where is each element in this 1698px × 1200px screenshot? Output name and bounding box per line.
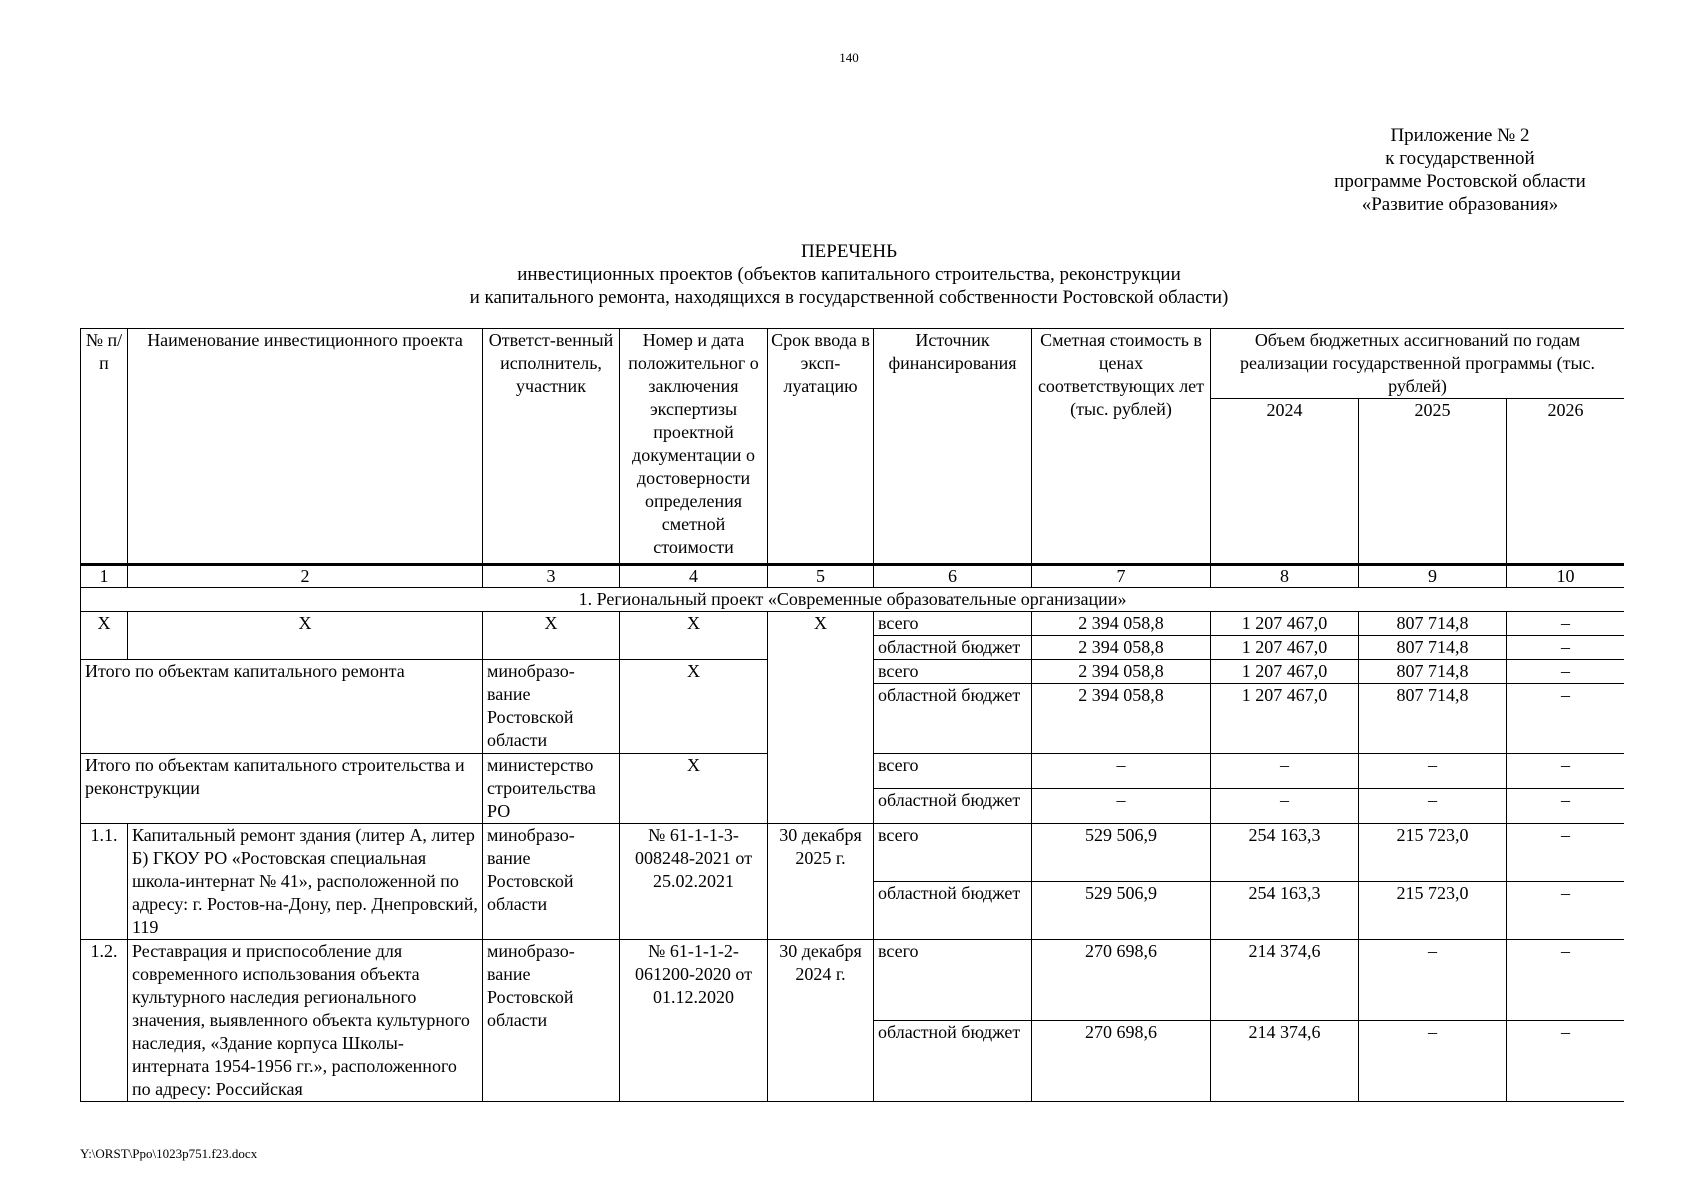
estimated-cost: 529 506,9 [1032, 882, 1211, 940]
budget-2026: – [1507, 660, 1625, 684]
budget-2025: 215 723,0 [1359, 824, 1507, 882]
funding-source: областной бюджет [874, 1021, 1032, 1102]
expertise: № 61-1-1-3-008248-2021 от 25.02.2021 [620, 824, 768, 940]
budget-2025: 807 714,8 [1359, 612, 1507, 636]
funding-source: всего [874, 824, 1032, 882]
funding-source: всего [874, 612, 1032, 636]
estimated-cost: 2 394 058,8 [1032, 684, 1211, 754]
executor: минобразо-вание Ростовской области [483, 660, 620, 754]
column-number: 6 [874, 565, 1032, 588]
budget-2025: 807 714,8 [1359, 684, 1507, 754]
table-row [81, 824, 1625, 882]
budget-2026: – [1507, 636, 1625, 660]
budget-2024: 214 374,6 [1211, 1021, 1359, 1102]
header-col-source: Источник финансирования [874, 329, 1032, 565]
column-number: 7 [1032, 565, 1211, 588]
header-year-2025: 2025 [1359, 399, 1507, 565]
header-col-deadline: Срок ввода в эксп-луатацию [768, 329, 874, 565]
commissioning-deadline: 30 декабря 2025 г. [768, 824, 874, 940]
budget-2025: 807 714,8 [1359, 660, 1507, 684]
funding-source: всего [874, 660, 1032, 684]
project-name: Х [128, 612, 483, 660]
appendix-header [1300, 124, 1620, 216]
header-row-1 [81, 329, 1625, 399]
header-budget-group: Объем бюджетных ассигнований по годам реализации государственной программы (тыс. рублей) [1211, 329, 1625, 399]
budget-2024: 1 207 467,0 [1211, 636, 1359, 660]
estimated-cost: 529 506,9 [1032, 824, 1211, 882]
expertise: № 61-1-1-2-061200-2020 от 01.12.2020 [620, 940, 768, 1102]
section-row [81, 588, 1625, 612]
file-path-footer: Y:\ORST\Ppo\1023p751.f23.docx [80, 1146, 258, 1161]
executor: Х [483, 612, 620, 660]
title-line-3: и капитального ремонта, находящихся в государственной собственности Ростовской области) [469, 287, 1229, 308]
project-name: Реставрация и приспособление для современного использования объекта культурного наследия регионального значения, выявленного объекта культурного наследия, «Здание корпуса Школы-интерната 1954-1956 гг.», расположенного по адресу: Российская [128, 940, 483, 1102]
funding-source: всего [874, 940, 1032, 1021]
budget-2024: – [1211, 754, 1359, 789]
budget-2025: – [1359, 940, 1507, 1021]
budget-2024: 254 163,3 [1211, 824, 1359, 882]
appendix-line-1: Приложение № 2 [1390, 125, 1530, 146]
estimated-cost: – [1032, 754, 1211, 789]
executor: минобразо-вание Ростовской области [483, 824, 620, 940]
funding-source: областной бюджет [874, 684, 1032, 754]
expertise: Х [620, 612, 768, 660]
budget-2025: – [1359, 754, 1507, 789]
executor: минобразо-вание Ростовской области [483, 940, 620, 1102]
budget-2024: 214 374,6 [1211, 940, 1359, 1021]
header-col-executor: Ответст-венный исполнитель, участник [483, 329, 620, 565]
budget-2024: 254 163,3 [1211, 882, 1359, 940]
header-col-num: № п/п [81, 329, 128, 565]
investment-projects-table-wrap [80, 328, 1624, 1135]
budget-2025: – [1359, 789, 1507, 824]
estimated-cost: 270 698,6 [1032, 940, 1211, 1021]
funding-source: всего [874, 754, 1032, 789]
appendix-line-3: программе Ростовской области [1334, 171, 1586, 192]
project-name: Итого по объектам капитального ремонта [81, 660, 483, 754]
column-number: 9 [1359, 565, 1507, 588]
row-number: 1.2. [81, 940, 128, 1102]
budget-2025: 807 714,8 [1359, 636, 1507, 660]
budget-2024: – [1211, 789, 1359, 824]
budget-2026: – [1507, 754, 1625, 789]
appendix-line-4: «Развитие образования» [1361, 194, 1559, 215]
column-number: 3 [483, 565, 620, 588]
title-line-1: ПЕРЕЧЕНЬ [800, 241, 898, 262]
column-number: 4 [620, 565, 768, 588]
expertise: Х [620, 754, 768, 824]
estimated-cost: 270 698,6 [1032, 1021, 1211, 1102]
commissioning-deadline: 30 декабря 2024 г. [768, 940, 874, 1102]
column-number: 10 [1507, 565, 1625, 588]
column-number: 5 [768, 565, 874, 588]
header-year-2024: 2024 [1211, 399, 1359, 565]
appendix-line-2: к государственной [1385, 148, 1535, 169]
column-number-row [81, 565, 1625, 588]
section-title: 1. Региональный проект «Современные образовательные организации» [81, 588, 1625, 612]
budget-2026: – [1507, 824, 1625, 882]
funding-source: областной бюджет [874, 882, 1032, 940]
header-year-2026: 2026 [1507, 399, 1625, 565]
budget-2024: 1 207 467,0 [1211, 612, 1359, 636]
budget-2026: – [1507, 789, 1625, 824]
project-name: Итого по объектам капитального строительства и реконструкции [81, 754, 483, 824]
header-col-name: Наименование инвестиционного проекта [128, 329, 483, 565]
row-number: Х [81, 612, 128, 660]
estimated-cost: – [1032, 789, 1211, 824]
row-number: 1.1. [81, 824, 128, 940]
estimated-cost: 2 394 058,8 [1032, 612, 1211, 636]
budget-2026: – [1507, 1021, 1625, 1102]
column-number: 1 [81, 565, 128, 588]
project-name: Капитальный ремонт здания (литер А, литер Б) ГКОУ РО «Ростовская специальная школа-интернат № 41», расположенной по адресу: г. Ростов-на-Дону, пер. Днепровский, 119 [128, 824, 483, 940]
column-number: 8 [1211, 565, 1359, 588]
document-title [0, 240, 1698, 309]
budget-2024: 1 207 467,0 [1211, 684, 1359, 754]
expertise: Х [620, 660, 768, 754]
commissioning-deadline: Х [768, 612, 874, 824]
investment-projects-table [80, 328, 1624, 1102]
funding-source: областной бюджет [874, 789, 1032, 824]
budget-2026: – [1507, 882, 1625, 940]
header-col-cost: Сметная стоимость в ценах соответствующих лет (тыс. рублей) [1032, 329, 1211, 565]
budget-2025: – [1359, 1021, 1507, 1102]
page-number: 140 [839, 50, 859, 65]
funding-source: областной бюджет [874, 636, 1032, 660]
budget-2025: 215 723,0 [1359, 882, 1507, 940]
table-row [81, 940, 1625, 1021]
title-line-2: инвестиционных проектов (объектов капитального строительства, реконструкции [517, 264, 1181, 285]
budget-2026: – [1507, 940, 1625, 1021]
budget-2026: – [1507, 612, 1625, 636]
column-number: 2 [128, 565, 483, 588]
estimated-cost: 2 394 058,8 [1032, 660, 1211, 684]
table-row [81, 612, 1625, 636]
estimated-cost: 2 394 058,8 [1032, 636, 1211, 660]
budget-2026: – [1507, 684, 1625, 754]
header-col-expertise: Номер и дата положительног о заключения экспертизы проектной документации о достоверности определения сметной стоимости [620, 329, 768, 565]
executor: министерство строительства РО [483, 754, 620, 824]
budget-2024: 1 207 467,0 [1211, 660, 1359, 684]
